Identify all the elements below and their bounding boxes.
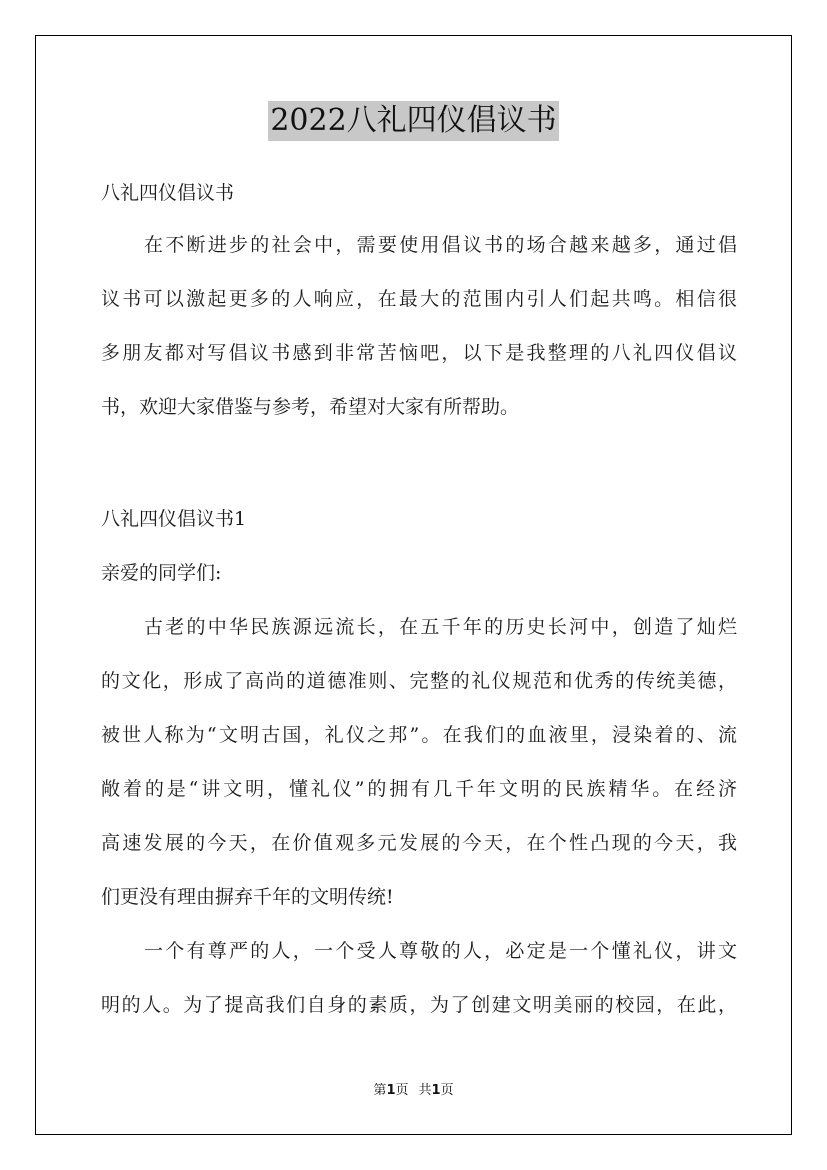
paragraph-1-line-6: 们更没有理由摒弃千年的文明传统! <box>101 886 394 908</box>
footer-total-number: 1 <box>431 1083 441 1098</box>
footer-total-suffix: 页 <box>440 1083 454 1098</box>
section-heading-1: 八礼四仪倡议书1 <box>101 508 247 530</box>
paragraph-1-line-2: 的文化，形成了高尚的道德准则、完整的礼仪规范和优秀的传统美德， <box>101 670 737 692</box>
page-footer <box>0 1081 827 1101</box>
paragraph-2-line-2: 明的人。为了提高我们自身的素质，为了创建文明美丽的校园，在此， <box>101 994 737 1016</box>
footer-page-mid: 页 <box>395 1083 409 1098</box>
paragraph-1-line-1: 古老的中华民族源远流长，在五千年的历史长河中，创造了灿烂 <box>144 616 737 638</box>
section-heading-intro: 八礼四仪倡议书 <box>101 182 235 204</box>
paragraph-2-line-1: 一个有尊严的人，一个受人尊敬的人，必定是一个懂礼仪，讲文 <box>144 940 737 962</box>
intro-line-1: 在不断进步的社会中，需要使用倡议书的场合越来越多，通过倡 <box>144 234 737 256</box>
paragraph-1-line-4: 敞着的是“讲文明，懂礼仪”的拥有几千年文明的民族精华。在经济 <box>101 778 737 800</box>
paragraph-1-line-3: 被世人称为“文明古国，礼仪之邦”。在我们的血液里，浸染着的、流 <box>101 724 737 746</box>
intro-line-3: 多朋友都对写倡议书感到非常苦恼吧，以下是我整理的八礼四仪倡议 <box>101 342 737 364</box>
footer-total-prefix: 共 <box>418 1083 432 1098</box>
title-block <box>0 101 827 141</box>
footer-page-number: 1 <box>386 1083 396 1098</box>
footer-page-prefix: 第 <box>373 1083 387 1098</box>
paragraph-1-line-5: 高速发展的今天，在价值观多元发展的今天，在个性凸现的今天，我 <box>101 832 737 854</box>
document-title: 2022八礼四仪倡议书 <box>268 101 558 141</box>
salutation: 亲爱的同学们: <box>101 562 222 584</box>
intro-line-4: 书，欢迎大家借鉴与参考，希望对大家有所帮助。 <box>101 396 520 418</box>
intro-line-2: 议书可以激起更多的人响应，在最大的范围内引人们起共鸣。相信很 <box>101 288 737 310</box>
